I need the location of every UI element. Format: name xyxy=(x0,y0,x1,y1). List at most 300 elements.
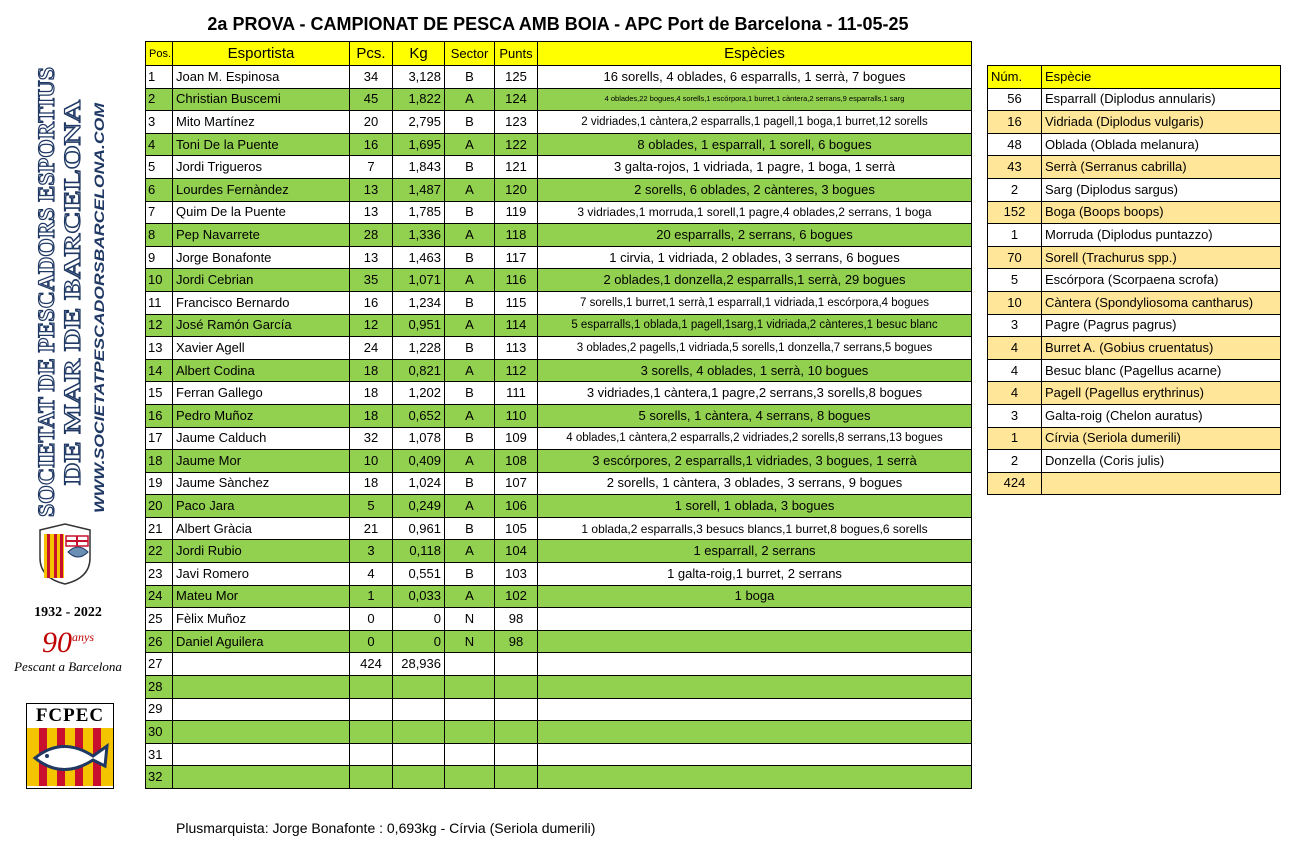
table-row xyxy=(146,133,972,156)
cell-kg: 1,785 xyxy=(393,201,445,224)
cell-name: José Ramón García xyxy=(173,314,350,337)
cell-kg: 1,487 xyxy=(393,178,445,201)
cell-name: Toni De la Puente xyxy=(173,133,350,156)
species-row xyxy=(988,246,1281,269)
cell-kg: 1,463 xyxy=(393,246,445,269)
table-row xyxy=(146,337,972,360)
cell-species: 20 esparralls, 2 serrans, 6 bogues xyxy=(538,224,972,247)
cell-pos: 4 xyxy=(146,133,173,156)
cell-name: Pep Navarrete xyxy=(173,224,350,247)
cell-pos: 23 xyxy=(146,563,173,586)
anniversary-logo xyxy=(8,605,128,675)
table-row xyxy=(146,472,972,495)
species-row xyxy=(988,88,1281,111)
cell-species: 8 oblades, 1 esparrall, 1 sorell, 6 bogues xyxy=(538,133,972,156)
cell-kg: 1,843 xyxy=(393,156,445,179)
cell-pcs: 0 xyxy=(350,630,393,653)
cell-species: 3 oblades,2 pagells,1 vidriada,5 sorells,1 donzella,7 serrans,5 bogues xyxy=(538,337,972,360)
cell-species xyxy=(538,676,972,699)
cell-sector: A xyxy=(445,269,495,292)
cell-pcs: 32 xyxy=(350,427,393,450)
cell-species-count: 70 xyxy=(988,246,1042,269)
cell-pcs: 21 xyxy=(350,517,393,540)
cell-species: 5 esparralls,1 oblada,1 pagell,1sarg,1 vidriada,2 cànteres,1 besuc blanc xyxy=(538,314,972,337)
cell-species-count: 2 xyxy=(988,450,1042,473)
table-row xyxy=(146,382,972,405)
table-row xyxy=(146,608,972,631)
cell-species xyxy=(538,743,972,766)
table-row xyxy=(146,495,972,518)
cell-pcs: 13 xyxy=(350,201,393,224)
species-row xyxy=(988,359,1281,382)
species-row xyxy=(988,178,1281,201)
cell-sector: A xyxy=(445,314,495,337)
table-row xyxy=(146,291,972,314)
cell-species: 4 oblades,1 càntera,2 esparralls,2 vidriades,2 sorells,8 serrans,13 bogues xyxy=(538,427,972,450)
cell-kg: 0,409 xyxy=(393,450,445,473)
cell-pos: 12 xyxy=(146,314,173,337)
cell-species-name: Morruda (Diplodus puntazzo) xyxy=(1042,224,1281,247)
cell-kg xyxy=(393,743,445,766)
cell-species xyxy=(538,630,972,653)
cell-punts: 104 xyxy=(495,540,538,563)
table-row xyxy=(146,201,972,224)
species-row xyxy=(988,404,1281,427)
cell-pos: 6 xyxy=(146,178,173,201)
cell-kg: 0,033 xyxy=(393,585,445,608)
cell-pos: 28 xyxy=(146,676,173,699)
cell-punts: 106 xyxy=(495,495,538,518)
cell-name: Javi Romero xyxy=(173,563,350,586)
cell-pcs: 10 xyxy=(350,450,393,473)
anniversary-years: 1932 - 2022 xyxy=(34,605,102,620)
table-row xyxy=(146,404,972,427)
cell-kg: 0,961 xyxy=(393,517,445,540)
cell-species: 1 boga xyxy=(538,585,972,608)
cell-punts: 110 xyxy=(495,404,538,427)
cell-sector: A xyxy=(445,224,495,247)
cell-sector: N xyxy=(445,630,495,653)
cell-kg: 3,128 xyxy=(393,66,445,89)
cell-punts: 98 xyxy=(495,608,538,631)
cell-pos: 29 xyxy=(146,698,173,721)
cell-species xyxy=(538,766,972,789)
club-website: WWW.SOCIETATPESCADORSBARCELONA.COM xyxy=(91,187,107,513)
cell-species-name: Serrà (Serranus cabrilla) xyxy=(1042,156,1281,179)
cell-sector: A xyxy=(445,88,495,111)
cell-sector: A xyxy=(445,178,495,201)
cell-kg: 0 xyxy=(393,608,445,631)
cell-species xyxy=(538,721,972,744)
cell-species-name xyxy=(1042,472,1281,495)
cell-sector xyxy=(445,766,495,789)
cell-species-name: Galta-roig (Chelon auratus) xyxy=(1042,404,1281,427)
cell-name: Lourdes Fernàndez xyxy=(173,178,350,201)
table-row xyxy=(146,721,972,744)
cell-punts xyxy=(495,743,538,766)
species-row xyxy=(988,133,1281,156)
cell-punts: 116 xyxy=(495,269,538,292)
cell-species-count: 4 xyxy=(988,359,1042,382)
col-header-species-name: Espècie xyxy=(1042,66,1281,89)
cell-kg xyxy=(393,676,445,699)
cell-species-count: 48 xyxy=(988,133,1042,156)
anniversary-value: 90 xyxy=(42,626,72,659)
cell-sector: B xyxy=(445,291,495,314)
cell-pcs xyxy=(350,766,393,789)
species-row xyxy=(988,427,1281,450)
cell-kg: 0,652 xyxy=(393,404,445,427)
cell-sector: A xyxy=(445,585,495,608)
cell-pcs: 18 xyxy=(350,472,393,495)
cell-sector: N xyxy=(445,608,495,631)
cell-kg: 1,202 xyxy=(393,382,445,405)
cell-name xyxy=(173,653,350,676)
cell-kg: 1,822 xyxy=(393,88,445,111)
cell-species: 3 sorells, 4 oblades, 1 serrà, 10 bogues xyxy=(538,359,972,382)
cell-species: 1 sorell, 1 oblada, 3 bogues xyxy=(538,495,972,518)
species-row xyxy=(988,291,1281,314)
cell-sector xyxy=(445,676,495,699)
cell-sector: A xyxy=(445,359,495,382)
fcpec-logo xyxy=(26,703,114,789)
cell-species: 3 vidriades,1 càntera,1 pagre,2 serrans,3 sorells,8 bogues xyxy=(538,382,972,405)
cell-sector: A xyxy=(445,450,495,473)
cell-punts: 103 xyxy=(495,563,538,586)
cell-species-count: 3 xyxy=(988,314,1042,337)
cell-punts: 119 xyxy=(495,201,538,224)
table-row xyxy=(146,224,972,247)
cell-species-count: 2 xyxy=(988,178,1042,201)
cell-pcs: 35 xyxy=(350,269,393,292)
col-header-sector: Sector xyxy=(445,42,495,66)
cell-pcs: 5 xyxy=(350,495,393,518)
cell-species: 1 esparrall, 2 serrans xyxy=(538,540,972,563)
cell-name xyxy=(173,698,350,721)
cell-sector: B xyxy=(445,472,495,495)
cell-kg: 0,551 xyxy=(393,563,445,586)
cell-punts: 124 xyxy=(495,88,538,111)
cell-punts: 123 xyxy=(495,111,538,134)
cell-species-count: 1 xyxy=(988,427,1042,450)
cell-species-name: Sarg (Diplodus sargus) xyxy=(1042,178,1281,201)
cell-pos: 18 xyxy=(146,450,173,473)
cell-sector: A xyxy=(445,133,495,156)
cell-punts xyxy=(495,698,538,721)
anniversary-motto: Pescant a Barcelona xyxy=(14,659,122,674)
species-row xyxy=(988,382,1281,405)
cell-species: 2 sorells, 6 oblades, 2 cànteres, 3 bogues xyxy=(538,178,972,201)
cell-pos: 19 xyxy=(146,472,173,495)
anniversary-anys: anys xyxy=(72,630,94,644)
cell-species: 7 sorells,1 burret,1 serrà,1 esparrall,1 vidriada,1 escórpora,4 bogues xyxy=(538,291,972,314)
cell-kg xyxy=(393,721,445,744)
cell-pcs: 18 xyxy=(350,382,393,405)
cell-pcs: 13 xyxy=(350,178,393,201)
cell-kg: 0,821 xyxy=(393,359,445,382)
cell-pcs: 28 xyxy=(350,224,393,247)
cell-kg: 0,118 xyxy=(393,540,445,563)
cell-species-name: Vidriada (Diplodus vulgaris) xyxy=(1042,111,1281,134)
col-header-punts: Punts xyxy=(495,42,538,66)
cell-species-count: 4 xyxy=(988,337,1042,360)
cell-pos: 13 xyxy=(146,337,173,360)
cell-species: 4 oblades,22 bogues,4 sorells,1 escórpora,1 burret,1 càntera,2 serrans,9 esparralls,1 sarg xyxy=(538,88,972,111)
cell-name: Ferran Gallego xyxy=(173,382,350,405)
cell-punts xyxy=(495,676,538,699)
cell-name xyxy=(173,721,350,744)
table-row xyxy=(146,517,972,540)
cell-species xyxy=(538,698,972,721)
cell-sector xyxy=(445,698,495,721)
club-name-line2: DE MAR DE BARCELONA xyxy=(60,201,85,485)
cell-species: 1 oblada,2 esparralls,3 besucs blancs,1 burret,8 bogues,6 sorells xyxy=(538,517,972,540)
page-title: 2a PROVA - CAMPIONAT DE PESCA AMB BOIA - APC Port de Barcelona - 11-05-25 xyxy=(207,14,909,34)
cell-name: Mateu Mor xyxy=(173,585,350,608)
cell-name: Jaume Mor xyxy=(173,450,350,473)
col-header-species: Espècies xyxy=(538,42,972,66)
cell-pos: 8 xyxy=(146,224,173,247)
table-row xyxy=(146,743,972,766)
cell-pcs: 24 xyxy=(350,337,393,360)
cell-kg: 1,336 xyxy=(393,224,445,247)
cell-species: 16 sorells, 4 oblades, 6 esparralls, 1 serrà, 7 bogues xyxy=(538,66,972,89)
cell-pcs: 20 xyxy=(350,111,393,134)
anniversary-number xyxy=(8,621,128,659)
cell-pos: 11 xyxy=(146,291,173,314)
cell-name: Jordi Rubio xyxy=(173,540,350,563)
cell-sector xyxy=(445,721,495,744)
cell-punts: 125 xyxy=(495,66,538,89)
club-logo-text xyxy=(28,65,113,520)
cell-kg: 1,071 xyxy=(393,269,445,292)
cell-name: Joan M. Espinosa xyxy=(173,66,350,89)
species-row xyxy=(988,472,1281,495)
cell-kg: 0,249 xyxy=(393,495,445,518)
cell-kg: 1,695 xyxy=(393,133,445,156)
species-row xyxy=(988,201,1281,224)
cell-name xyxy=(173,676,350,699)
cell-kg: 2,795 xyxy=(393,111,445,134)
table-row xyxy=(146,111,972,134)
cell-species-count: 56 xyxy=(988,88,1042,111)
species-row xyxy=(988,450,1281,473)
cell-punts: 107 xyxy=(495,472,538,495)
cell-species-count: 10 xyxy=(988,291,1042,314)
cell-pos: 30 xyxy=(146,721,173,744)
cell-sector: B xyxy=(445,246,495,269)
cell-species-name: Oblada (Oblada melanura) xyxy=(1042,133,1281,156)
cell-kg: 28,936 xyxy=(393,653,445,676)
cell-species-count: 3 xyxy=(988,404,1042,427)
cell-name: Daniel Aguilera xyxy=(173,630,350,653)
table-row xyxy=(146,630,972,653)
cell-punts: 117 xyxy=(495,246,538,269)
cell-pcs xyxy=(350,721,393,744)
cell-punts: 109 xyxy=(495,427,538,450)
table-row xyxy=(146,427,972,450)
cell-punts: 111 xyxy=(495,382,538,405)
cell-pos: 20 xyxy=(146,495,173,518)
cell-sector: B xyxy=(445,382,495,405)
cell-name: Pedro Muñoz xyxy=(173,404,350,427)
table-row xyxy=(146,698,972,721)
cell-pos: 22 xyxy=(146,540,173,563)
cell-punts: 120 xyxy=(495,178,538,201)
table-row xyxy=(146,766,972,789)
cell-name: Jordi Cebrian xyxy=(173,269,350,292)
table-row xyxy=(146,359,972,382)
cell-name: Jordi Trigueros xyxy=(173,156,350,179)
cell-pcs: 3 xyxy=(350,540,393,563)
results-table xyxy=(145,41,972,789)
cell-pcs: 45 xyxy=(350,88,393,111)
cell-pos: 26 xyxy=(146,630,173,653)
cell-punts: 122 xyxy=(495,133,538,156)
cell-name xyxy=(173,766,350,789)
table-row xyxy=(146,653,972,676)
cell-species: 2 vidriades,1 càntera,2 esparralls,1 pagell,1 boga,1 burret,12 sorells xyxy=(538,111,972,134)
results-header-row xyxy=(146,42,972,66)
cell-species: 3 galta-rojos, 1 vidriada, 1 pagre, 1 boga, 1 serrà xyxy=(538,156,972,179)
cell-species-count: 424 xyxy=(988,472,1042,495)
club-name-line1: SOCIETAT DE PESCADORS ESPORTIUS xyxy=(34,83,59,517)
cell-kg: 0,951 xyxy=(393,314,445,337)
cell-name: Mito Martínez xyxy=(173,111,350,134)
cell-species-count: 16 xyxy=(988,111,1042,134)
cell-species-name: Besuc blanc (Pagellus acarne) xyxy=(1042,359,1281,382)
species-table xyxy=(987,65,1281,495)
table-row xyxy=(146,540,972,563)
cell-pcs xyxy=(350,676,393,699)
col-header-num: Núm. xyxy=(988,66,1042,89)
cell-pcs: 0 xyxy=(350,608,393,631)
cell-name: Quim De la Puente xyxy=(173,201,350,224)
record-holder-note: Plusmarquista: Jorge Bonafonte : 0,693kg - Círvia (Seriola dumerili) xyxy=(176,820,596,836)
fish-flag-icon xyxy=(27,728,113,786)
species-row xyxy=(988,269,1281,292)
cell-species xyxy=(538,653,972,676)
species-row xyxy=(988,314,1281,337)
cell-pos: 14 xyxy=(146,359,173,382)
cell-punts xyxy=(495,766,538,789)
table-row xyxy=(146,88,972,111)
cell-species: 3 escórpores, 2 esparralls,1 vidriades, 3 bogues, 1 serrà xyxy=(538,450,972,473)
cell-sector xyxy=(445,653,495,676)
cell-pos: 32 xyxy=(146,766,173,789)
cell-kg: 1,228 xyxy=(393,337,445,360)
cell-kg: 1,078 xyxy=(393,427,445,450)
cell-pos: 21 xyxy=(146,517,173,540)
cell-species: 2 oblades,1 donzella,2 esparralls,1 serrà, 29 bogues xyxy=(538,269,972,292)
cell-name: Jorge Bonafonte xyxy=(173,246,350,269)
cell-punts: 121 xyxy=(495,156,538,179)
cell-sector: B xyxy=(445,427,495,450)
cell-pcs xyxy=(350,698,393,721)
cell-pcs xyxy=(350,743,393,766)
cell-species-name: Círvia (Seriola dumerili) xyxy=(1042,427,1281,450)
cell-pos: 9 xyxy=(146,246,173,269)
table-row xyxy=(146,563,972,586)
cell-species-name: Sorell (Trachurus spp.) xyxy=(1042,246,1281,269)
cell-sector: A xyxy=(445,495,495,518)
cell-sector: B xyxy=(445,201,495,224)
cell-name: Albert Gràcia xyxy=(173,517,350,540)
cell-name: Francisco Bernardo xyxy=(173,291,350,314)
table-row xyxy=(146,450,972,473)
cell-pos: 10 xyxy=(146,269,173,292)
cell-species-name: Burret A. (Gobius cruentatus) xyxy=(1042,337,1281,360)
cell-name: Albert Codina xyxy=(173,359,350,382)
species-row xyxy=(988,224,1281,247)
cell-pos: 16 xyxy=(146,404,173,427)
cell-sector: B xyxy=(445,66,495,89)
cell-species-count: 1 xyxy=(988,224,1042,247)
cell-species: 1 cirvia, 1 vidriada, 2 oblades, 3 serrans, 6 bogues xyxy=(538,246,972,269)
cell-pos: 15 xyxy=(146,382,173,405)
cell-species-name: Càntera (Spondyliosoma cantharus) xyxy=(1042,291,1281,314)
cell-species: 1 galta-roig,1 burret, 2 serrans xyxy=(538,563,972,586)
cell-name: Christian Buscemi xyxy=(173,88,350,111)
cell-species: 5 sorells, 1 càntera, 4 serrans, 8 bogues xyxy=(538,404,972,427)
cell-pos: 2 xyxy=(146,88,173,111)
cell-punts xyxy=(495,653,538,676)
cell-sector: B xyxy=(445,156,495,179)
club-seal-icon xyxy=(30,522,100,586)
cell-pcs: 12 xyxy=(350,314,393,337)
cell-pos: 1 xyxy=(146,66,173,89)
cell-species-count: 5 xyxy=(988,269,1042,292)
cell-species xyxy=(538,608,972,631)
table-row xyxy=(146,676,972,699)
cell-pcs: 7 xyxy=(350,156,393,179)
cell-pos: 5 xyxy=(146,156,173,179)
cell-sector: A xyxy=(445,404,495,427)
cell-punts: 108 xyxy=(495,450,538,473)
table-row xyxy=(146,585,972,608)
cell-species-name: Pagre (Pagrus pagrus) xyxy=(1042,314,1281,337)
cell-pcs: 34 xyxy=(350,66,393,89)
cell-sector: B xyxy=(445,563,495,586)
table-row xyxy=(146,178,972,201)
cell-species-name: Esparrall (Diplodus annularis) xyxy=(1042,88,1281,111)
cell-pos: 17 xyxy=(146,427,173,450)
species-row xyxy=(988,156,1281,179)
cell-kg: 0 xyxy=(393,630,445,653)
cell-name: Jaume Calduch xyxy=(173,427,350,450)
cell-sector: A xyxy=(445,540,495,563)
cell-species: 3 vidriades,1 morruda,1 sorell,1 pagre,4 oblades,2 serrans, 1 boga xyxy=(538,201,972,224)
species-row xyxy=(988,337,1281,360)
cell-name: Paco Jara xyxy=(173,495,350,518)
cell-pcs: 1 xyxy=(350,585,393,608)
cell-pos: 7 xyxy=(146,201,173,224)
cell-species-name: Pagell (Pagellus erythrinus) xyxy=(1042,382,1281,405)
cell-kg: 1,024 xyxy=(393,472,445,495)
cell-sector: B xyxy=(445,517,495,540)
species-header-row xyxy=(988,66,1281,89)
table-row xyxy=(146,156,972,179)
cell-pos: 27 xyxy=(146,653,173,676)
fcpec-label: FCPEC xyxy=(35,705,105,726)
cell-kg xyxy=(393,766,445,789)
cell-name: Fèlix Muñoz xyxy=(173,608,350,631)
cell-species-name: Donzella (Coris julis) xyxy=(1042,450,1281,473)
cell-sector: B xyxy=(445,111,495,134)
cell-punts: 98 xyxy=(495,630,538,653)
cell-name: Jaume Sànchez xyxy=(173,472,350,495)
table-row xyxy=(146,269,972,292)
